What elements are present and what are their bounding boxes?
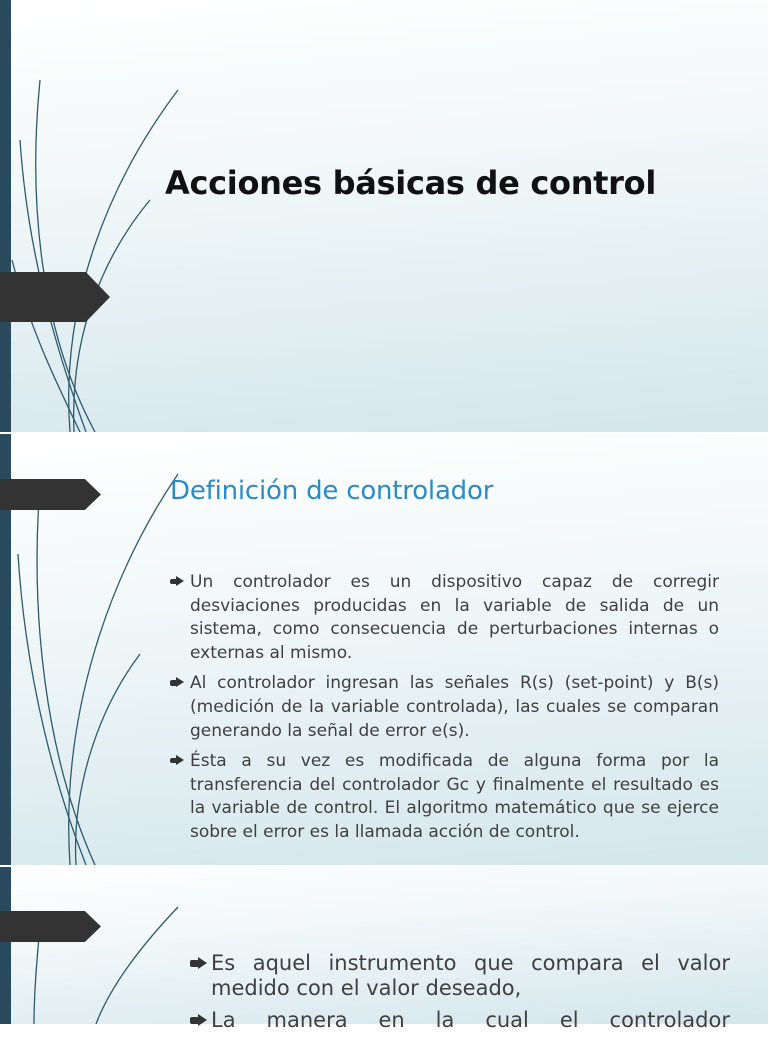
list-item: Al controlador ingresan las señales R(s) (set-point) y B(s) (medición de la variable controlada), las cuales se comparan generando la señal de error e(s).	[170, 672, 719, 743]
list-item: Un controlador es un dispositivo capaz de corregir desviaciones producidas en la variable de salida de un sistema, como consecuencia de perturbaciones internas o externas al mismo.	[170, 571, 719, 665]
bullet-arrow-icon	[170, 755, 184, 766]
bullet-arrow-icon	[190, 957, 207, 970]
bullet-list	[190, 951, 730, 1040]
decorative-curves	[0, 867, 200, 1024]
bullet-arrow-icon	[170, 677, 184, 688]
pointer-tab-icon	[0, 479, 101, 510]
decorative-curves	[0, 0, 200, 432]
bullet-arrow-icon	[190, 1014, 207, 1027]
bullet-list	[170, 571, 719, 852]
pointer-tab-icon	[0, 911, 101, 942]
list-item: La manera en la cual el controlador	[190, 1008, 730, 1033]
list-item: Es aquel instrumento que compara el valor medido con el valor deseado,	[190, 951, 730, 1001]
slide-title: Acciones básicas de control	[165, 164, 657, 202]
title-slide	[0, 0, 768, 432]
section-heading: Definición de controlador	[170, 476, 494, 506]
list-item: Ésta a su vez es modificada de alguna forma por la transferencia del controlador Gc y finalmente el resultado es la variable de control. El algoritmo matemático que se ejerce sobre el error es la llamada acción de control.	[170, 750, 719, 844]
bullet-arrow-icon	[170, 576, 184, 587]
